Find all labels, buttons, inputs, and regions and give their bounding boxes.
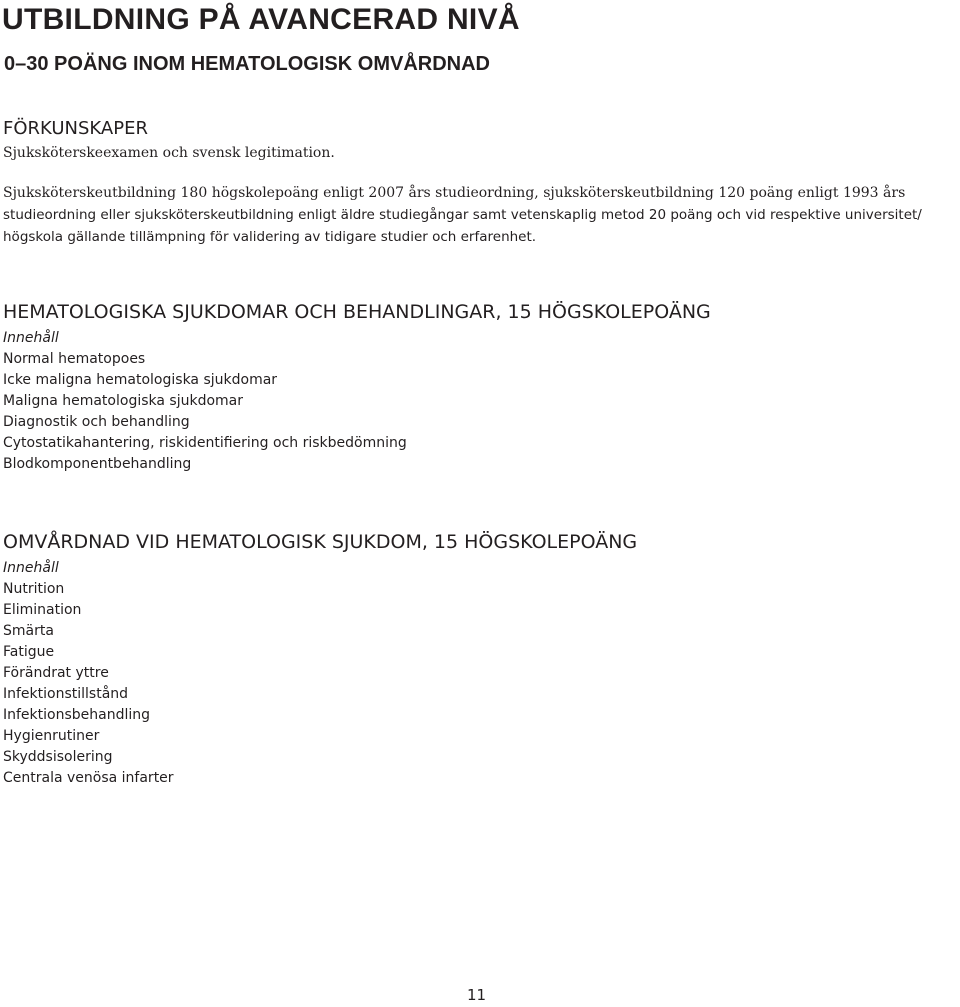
list-item: Skyddsisolering — [3, 749, 113, 765]
page-number: 11 — [467, 986, 487, 1004]
content-list — [3, 349, 711, 475]
course-heading: OMVÅRDNAD VID HEMATOLOGISK SJUKDOM, 15 HÖGSKOLEPOÄNG — [3, 531, 638, 553]
course-section — [3, 530, 637, 789]
list-item: Infektionstillstånd — [3, 686, 129, 702]
list-item: Icke maligna hematologiska sjukdomar — [3, 372, 278, 388]
content-label: Innehåll — [3, 560, 59, 576]
list-item: Hygienrutiner — [3, 728, 100, 744]
list-item: Centrala venösa infarter — [3, 770, 174, 786]
page-subtitle: 0–30 POÄNG INOM HEMATOLOGISK OMVÅRDNAD — [4, 53, 490, 75]
list-item: Förändrat yttre — [3, 665, 109, 681]
list-item: Infektionsbehandling — [3, 707, 151, 723]
course-section — [3, 300, 711, 475]
list-item: Normal hematopoes — [3, 351, 146, 367]
list-item: Cytostatikahantering, riskidentifiering och riskbedömning — [3, 435, 407, 451]
list-item: Maligna hematologiska sjukdomar — [3, 393, 243, 409]
content-list — [3, 579, 637, 789]
prerequisites-paragraph-start: Sjuksköterskeutbildning 180 högskolepoäng enligt 2007 års studieordning, sjuksköterskeutbildning 120 poäng enligt 1993 års — [3, 185, 906, 201]
list-item: Fatigue — [3, 644, 55, 660]
list-item: Blodkomponentbehandling — [3, 456, 192, 472]
prerequisites-line: Sjuksköterskeexamen och svensk legitimation. — [3, 145, 335, 161]
list-item: Smärta — [3, 623, 54, 639]
content-label: Innehåll — [3, 330, 59, 346]
course-heading: HEMATOLOGISKA SJUKDOMAR OCH BEHANDLINGAR, 15 HÖGSKOLEPOÄNG — [3, 301, 711, 323]
prerequisites-heading: FÖRKUNSKAPER — [3, 118, 148, 139]
prerequisites-paragraph-rest: studieordning eller sjuksköterskeutbildning enligt äldre studiegångar samt vetenskaplig metod 20 poäng och vid respektive universitet/ högskola gällande tillämpning för validering av tidigare studier och erfarenhet. — [3, 207, 922, 245]
list-item: Elimination — [3, 602, 82, 618]
list-item: Nutrition — [3, 581, 65, 597]
list-item: Diagnostik och behandling — [3, 414, 190, 430]
page-title: UTBILDNING PÅ AVANCERAD NIVÅ — [2, 3, 520, 36]
prerequisites-paragraph — [3, 182, 958, 248]
